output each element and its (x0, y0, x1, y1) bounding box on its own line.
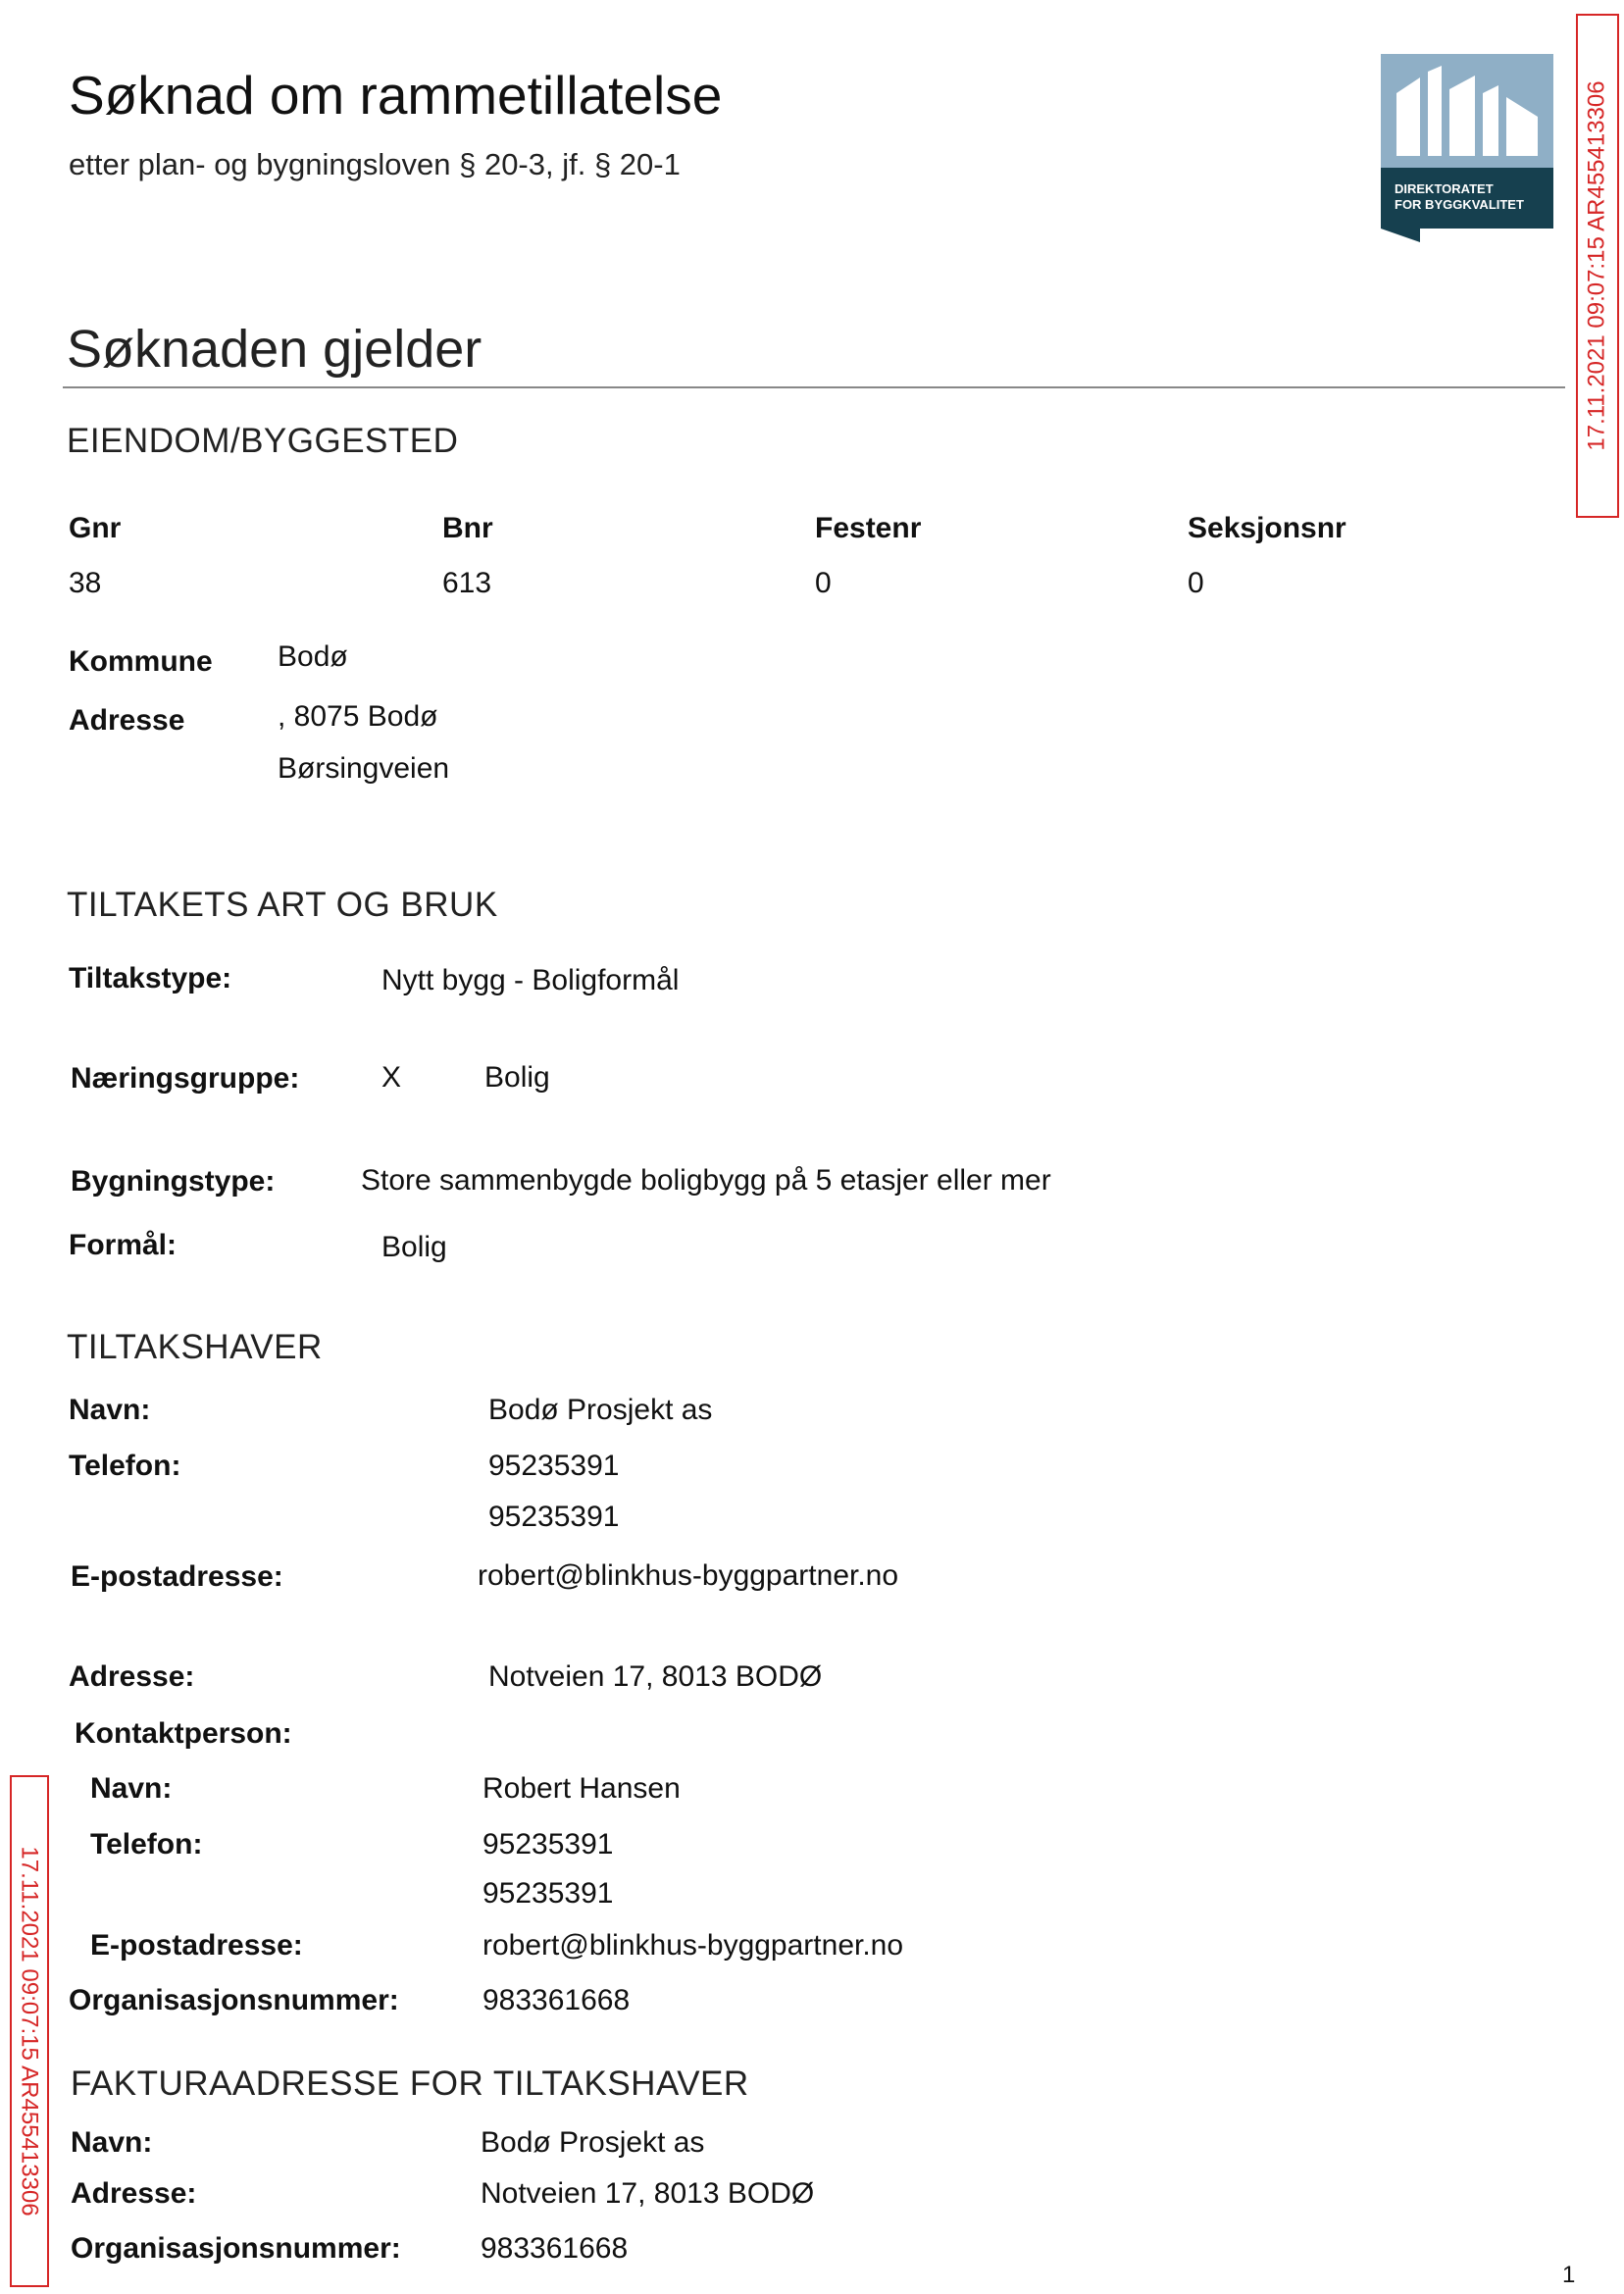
section-heading: Søknaden gjelder (67, 320, 482, 379)
timestamp-stamp-left (10, 1775, 49, 2287)
telefon-value-2: 95235391 (488, 1501, 620, 1533)
dibk-logo-icon (1381, 54, 1553, 242)
stamp-text: 17.11.2021 09:07:15 AR455413306 (1584, 80, 1610, 451)
faktura-orgnr-label: Organisasjonsnummer: (71, 2232, 401, 2265)
kontakt-telefon-value-2: 95235391 (482, 1877, 614, 1910)
epost-label: E-postadresse: (71, 1560, 283, 1593)
adresse-line1: , 8075 Bodø (278, 700, 438, 733)
page-number: 1 (1562, 2262, 1576, 2288)
seksjonsnr-value: 0 (1188, 567, 1204, 599)
faktura-heading: FAKTURAADRESSE FOR TILTAKSHAVER (71, 2065, 749, 2103)
navn-label: Navn: (69, 1394, 151, 1426)
kommune-label: Kommune (69, 645, 213, 678)
kontakt-epost-label: E-postadresse: (90, 1929, 303, 1962)
kontakt-telefon-value-1: 95235391 (482, 1828, 614, 1861)
tiltakshaver-adresse-value: Notveien 17, 8013 BODØ (488, 1660, 823, 1693)
seksjonsnr-label: Seksjonsnr (1188, 512, 1346, 544)
naeringsgruppe-value: Bolig (484, 1061, 550, 1094)
kontakt-telefon-label: Telefon: (90, 1828, 203, 1861)
timestamp-stamp-right (1576, 14, 1619, 518)
navn-value: Bodø Prosjekt as (488, 1394, 713, 1426)
eiendom-heading: EIENDOM/BYGGESTED (67, 422, 459, 460)
faktura-adresse-label: Adresse: (71, 2177, 197, 2210)
kommune-value: Bodø (278, 640, 348, 673)
telefon-label: Telefon: (69, 1450, 181, 1482)
tiltakstype-label: Tiltakstype: (69, 962, 232, 994)
kontakt-navn-value: Robert Hansen (482, 1772, 681, 1805)
kontaktperson-label: Kontaktperson: (75, 1717, 292, 1750)
naeringsgruppe-label: Næringsgruppe: (71, 1062, 300, 1095)
logo-text-line1: DIREKTORATET (1395, 181, 1494, 196)
formal-value: Bolig (381, 1231, 447, 1263)
tiltakstype-value: Nytt bygg - Boligformål (381, 964, 680, 996)
telefon-value-1: 95235391 (488, 1450, 620, 1482)
faktura-adresse-value: Notveien 17, 8013 BODØ (481, 2177, 815, 2210)
naeringsgruppe-code: X (381, 1061, 402, 1094)
bnr-value: 613 (442, 567, 492, 599)
adresse-label: Adresse (69, 704, 185, 737)
faktura-navn-label: Navn: (71, 2126, 153, 2159)
festenr-label: Festenr (815, 512, 922, 544)
section-divider (63, 386, 1565, 388)
stamp-text: 17.11.2021 09:07:15 AR455413306 (17, 1846, 43, 2217)
tiltakshaver-adresse-label: Adresse: (69, 1660, 195, 1693)
formal-label: Formål: (69, 1229, 178, 1261)
gnr-label: Gnr (69, 512, 122, 544)
bygningstype-label: Bygningstype: (71, 1165, 276, 1198)
faktura-orgnr-value: 983361668 (481, 2232, 629, 2265)
adresse-line2: Børsingveien (278, 752, 450, 785)
document-title: Søknad om rammetillatelse (69, 65, 723, 126)
gnr-value: 38 (69, 567, 102, 599)
bnr-label: Bnr (442, 512, 493, 544)
logo-text-line2: FOR BYGGKVALITET (1395, 197, 1524, 212)
bygningstype-value: Store sammenbygde boligbygg på 5 etasjer eller mer (361, 1164, 1051, 1197)
epost-value: robert@blinkhus-byggpartner.no (478, 1559, 899, 1592)
tiltakshaver-heading: TILTAKSHAVER (67, 1328, 323, 1366)
faktura-navn-value: Bodø Prosjekt as (481, 2126, 705, 2159)
festenr-value: 0 (815, 567, 832, 599)
orgnr-label: Organisasjonsnummer: (69, 1984, 399, 2016)
document-subtitle: etter plan- og bygningsloven § 20-3, jf. § 20-1 (69, 147, 681, 181)
kontakt-navn-label: Navn: (90, 1772, 173, 1805)
kontakt-epost-value: robert@blinkhus-byggpartner.no (482, 1929, 904, 1962)
tiltak-heading: TILTAKETS ART OG BRUK (67, 886, 498, 924)
orgnr-value: 983361668 (482, 1984, 631, 2016)
